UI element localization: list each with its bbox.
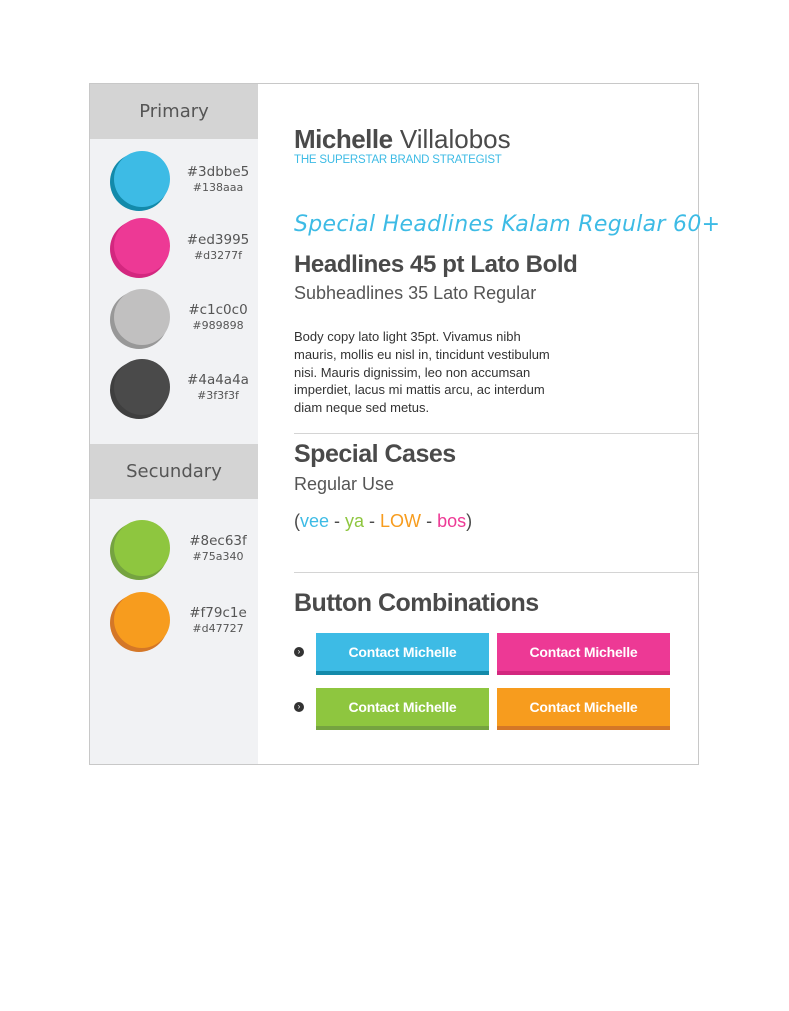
special-headline-sample: Special Headlines Kalam Regular 60+	[294, 212, 721, 237]
color-swatch-row	[90, 520, 258, 584]
swatch-face	[114, 289, 170, 345]
syllable-bos: bos	[437, 511, 467, 531]
shadow-hex: #138aaa	[192, 181, 244, 194]
primary-label: Primary	[139, 101, 209, 122]
first-name: Michelle	[294, 124, 393, 154]
primary-colors-header	[90, 84, 258, 139]
contact-button[interactable]	[497, 633, 670, 675]
subheadline-sample: Subheadlines 35 Lato Regular	[294, 283, 537, 303]
color-swatch-row	[90, 151, 258, 215]
color-swatch	[110, 520, 170, 580]
syllable-low: LOW	[380, 511, 422, 531]
section-divider	[294, 572, 698, 573]
shadow-hex: #989898	[192, 319, 244, 332]
hex-codes	[183, 533, 253, 564]
color-swatch	[110, 359, 170, 419]
main-hex: #8ec63f	[189, 533, 247, 549]
hex-codes	[183, 372, 253, 403]
body-copy-sample: Body copy lato light 35pt. Vivamus nibh mauris, mollis eu nisl in, tincidunt vestibulum nisi. Mauris dignissim, leo non accumsan imperdiet, lacus mi mattis arcu, ac interdum diam neque sed metus.	[294, 329, 550, 416]
contact-button-label: Contact Michelle	[348, 699, 457, 715]
chevron-right-circle-icon: ›	[294, 647, 304, 657]
syllable-vee: vee	[300, 511, 330, 531]
color-swatch-row	[90, 592, 258, 656]
headline-sample: Headlines 45 pt Lato Bold	[294, 251, 578, 278]
swatch-face	[114, 359, 170, 415]
hex-codes	[183, 164, 253, 195]
open-paren: (	[294, 511, 300, 531]
main-hex: #c1c0c0	[188, 302, 248, 318]
shadow-hex: #d47727	[192, 622, 244, 635]
swatch-face	[114, 520, 170, 576]
contact-button[interactable]	[497, 688, 670, 730]
contact-button-label: Contact Michelle	[529, 699, 638, 715]
contact-button-label: Contact Michelle	[529, 644, 638, 660]
hex-codes	[183, 232, 253, 263]
color-swatch	[110, 151, 170, 211]
chevron-right-circle-icon: ›	[294, 702, 304, 712]
brand-tagline: THE SUPERSTAR BRAND STRATEGIST	[294, 154, 502, 166]
color-swatch-row	[90, 359, 258, 423]
color-palette-sidebar	[90, 84, 258, 764]
contact-button-label: Contact Michelle	[348, 644, 457, 660]
button-row	[294, 688, 674, 730]
special-cases-title: Special Cases	[294, 440, 456, 468]
main-hex: #f79c1e	[189, 605, 247, 621]
shadow-hex: #d3277f	[193, 249, 243, 262]
shadow-hex: #75a340	[192, 550, 244, 563]
color-swatch-row	[90, 218, 258, 282]
close-paren: )	[466, 511, 473, 531]
separator: -	[329, 511, 346, 531]
button-combinations-title: Button Combinations	[294, 589, 539, 617]
main-hex: #4a4a4a	[187, 372, 249, 388]
separator: -	[421, 511, 438, 531]
color-swatch-row	[90, 289, 258, 353]
hex-codes	[183, 605, 253, 636]
hex-codes	[183, 302, 253, 333]
brand-pronunciation	[294, 511, 472, 532]
special-cases-subtitle: Regular Use	[294, 474, 395, 494]
main-hex: #3dbbe5	[186, 164, 250, 180]
button-row	[294, 633, 674, 675]
separator: -	[364, 511, 381, 531]
secondary-colors-header	[90, 444, 258, 499]
contact-button[interactable]	[316, 633, 489, 675]
secondary-label: Secundary	[126, 461, 222, 482]
main-hex: #ed3995	[186, 232, 250, 248]
color-swatch	[110, 592, 170, 652]
contact-button[interactable]	[316, 688, 489, 730]
color-swatch	[110, 218, 170, 278]
shadow-hex: #3f3f3f	[197, 389, 239, 402]
style-guide-card	[89, 83, 721, 765]
color-swatch	[110, 289, 170, 349]
section-divider	[294, 433, 698, 434]
syllable-ya: ya	[345, 511, 365, 531]
swatch-face	[114, 218, 170, 274]
brand-name	[294, 124, 511, 155]
last-name: Villalobos	[392, 124, 511, 154]
swatch-face	[114, 151, 170, 207]
swatch-face	[114, 592, 170, 648]
